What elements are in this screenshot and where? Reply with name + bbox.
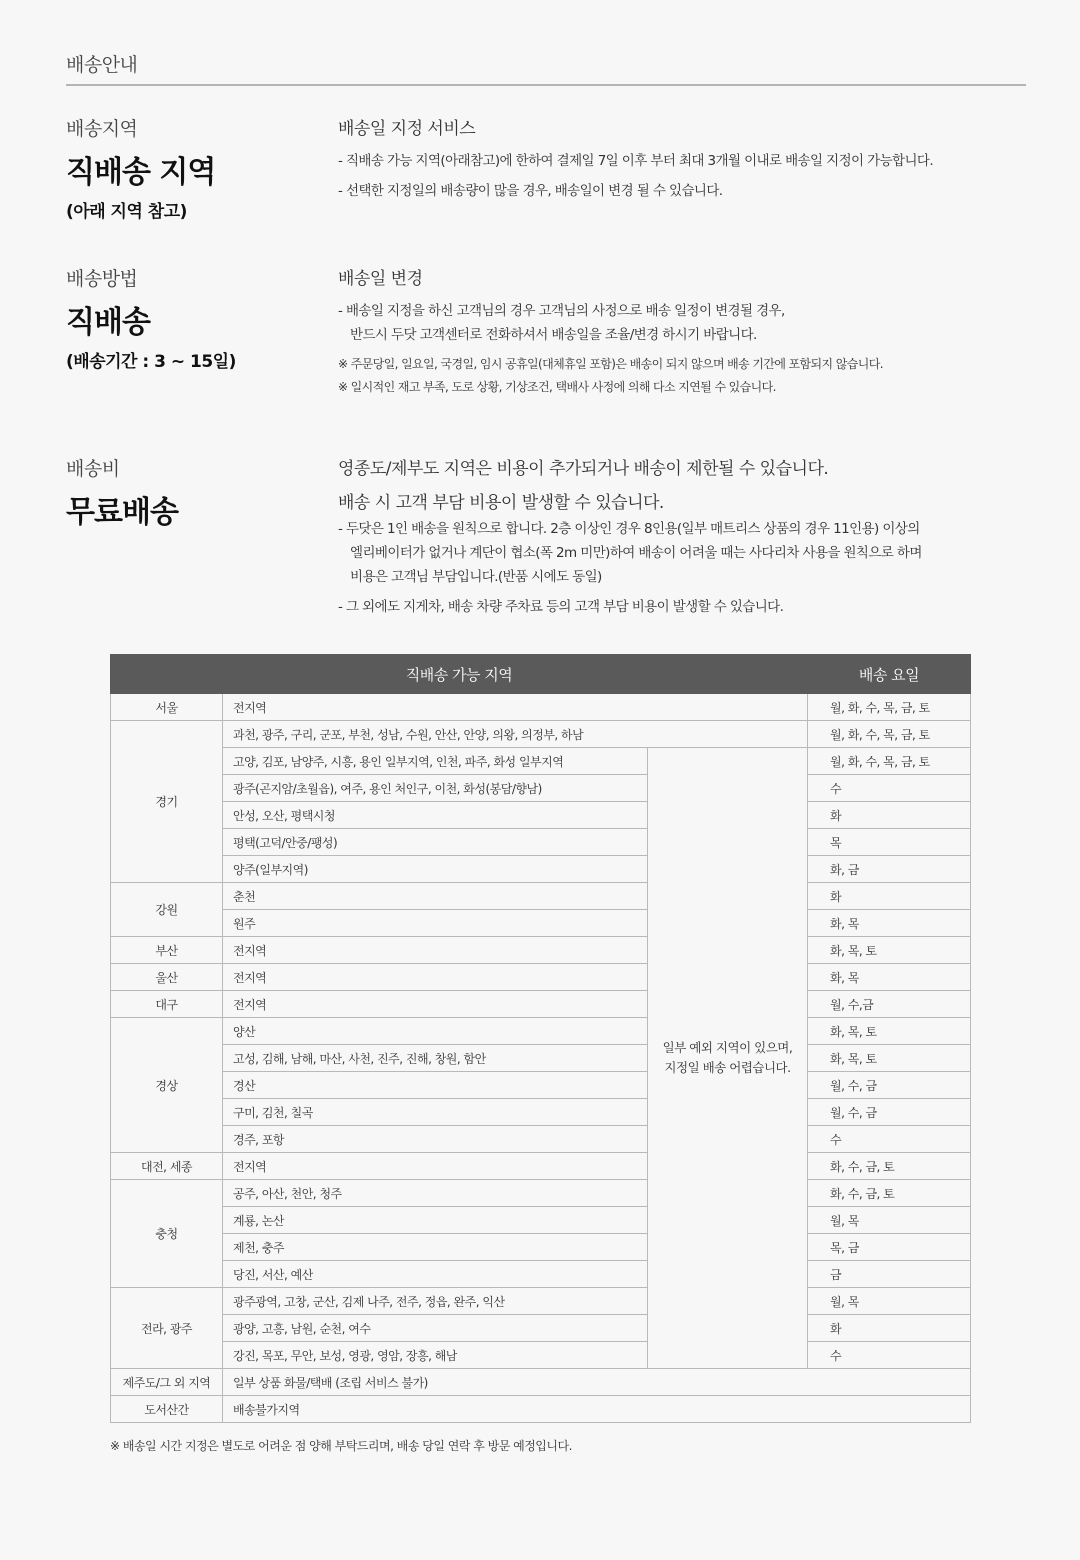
area-cell: 과천, 광주, 구리, 군포, 부천, 성남, 수원, 안산, 안양, 의왕, 의정부, 하남	[223, 721, 808, 748]
fee-line-2: 엘리베이터가 없거나 계단이 협소(폭 2m 미만)하여 배송이 어려울 때는 사다리차 사용을 원칙으로 하며	[350, 545, 922, 561]
days-cell: 화, 목	[808, 910, 971, 937]
area-cell: 춘천	[223, 883, 648, 910]
area-cell: 광양, 고흥, 남원, 순천, 여수	[223, 1315, 648, 1342]
method-title: 직배송	[66, 305, 150, 340]
region-cell: 도서산간	[111, 1396, 223, 1423]
fee-line-1: - 두닷은 1인 배송을 원칙으로 합니다. 2층 이상인 경우 8인용(일부 매트리스 상품의 경우 11인용) 이상의	[338, 521, 920, 537]
region-cell: 서울	[111, 694, 223, 721]
area-cell: 원주	[223, 910, 648, 937]
area-cell: 안성, 오산, 평택시청	[223, 802, 648, 829]
method-note-1: ※ 주문당일, 일요일, 국경일, 임시 공휴일(대체휴일 포함)은 배송이 되지 않으며 배송 기간에 포함되지 않습니다.	[338, 357, 883, 371]
area-cell: 경산	[223, 1072, 648, 1099]
days-cell: 화, 수, 금, 토	[808, 1153, 971, 1180]
area-left	[66, 114, 326, 222]
exception-note-line-1: 일부 예외 지역이 있으며,	[662, 1040, 793, 1055]
days-cell: 수	[808, 1342, 971, 1369]
delivery-zone-table	[110, 654, 971, 1423]
fee-line-4: - 그 외에도 지게차, 배송 차량 주차료 등의 고객 부담 비용이 발생할 수 있습니다.	[338, 599, 784, 615]
days-cell: 화	[808, 883, 971, 910]
days-cell: 화, 목	[808, 964, 971, 991]
header-days: 배송 요일	[808, 655, 971, 694]
table-row	[111, 964, 971, 991]
area-cell: 제천, 충주	[223, 1234, 648, 1261]
table-row	[111, 748, 971, 775]
table-row	[111, 937, 971, 964]
footer-note: ※ 배송일 시간 지정은 별도로 어려운 점 양해 부탁드리며, 배송 당일 연락 후 방문 예정입니다.	[110, 1439, 572, 1453]
fee-right	[338, 454, 1028, 619]
table-header-row	[111, 655, 971, 694]
region-cell: 경상	[111, 1018, 223, 1153]
method-note-2: ※ 일시적인 재고 부족, 도로 상황, 기상조건, 택배사 사정에 의해 다소 지연될 수 있습니다.	[338, 380, 776, 394]
table-row	[111, 856, 971, 883]
days-cell: 화	[808, 1315, 971, 1342]
days-cell: 월, 화, 수, 목, 금, 토	[808, 748, 971, 775]
days-cell: 월, 수,금	[808, 991, 971, 1018]
area-cell: 고성, 김해, 남해, 마산, 사천, 진주, 진해, 창원, 함안	[223, 1045, 648, 1072]
days-cell: 목, 금	[808, 1234, 971, 1261]
days-cell: 화, 금	[808, 856, 971, 883]
area-cell: 광주광역, 고창, 군산, 김제 나주, 전주, 정읍, 완주, 익산	[223, 1288, 648, 1315]
method-left	[66, 264, 326, 372]
fee-head-2: 배송 시 고객 부담 비용이 발생할 수 있습니다.	[338, 493, 664, 513]
area-cell: 양주(일부지역)	[223, 856, 648, 883]
table-row	[111, 1045, 971, 1072]
table-row	[111, 910, 971, 937]
area-right-head: 배송일 지정 서비스	[338, 119, 476, 139]
area-right	[338, 114, 1028, 203]
method-line-2: 반드시 두닷 고객센터로 전화하셔서 배송일을 조율/변경 하시기 바랍니다.	[350, 327, 757, 343]
area-cell: 전지역	[223, 991, 648, 1018]
region-cell: 부산	[111, 937, 223, 964]
days-cell: 금	[808, 1261, 971, 1288]
area-cell: 전지역	[223, 694, 808, 721]
area-cell: 배송불가지역	[223, 1396, 971, 1423]
area-cell: 전지역	[223, 964, 648, 991]
days-cell: 월, 화, 수, 목, 금, 토	[808, 721, 971, 748]
table-row	[111, 1180, 971, 1207]
table-row	[111, 1396, 971, 1423]
area-cell: 고양, 김포, 남양주, 시흥, 용인 일부지역, 인천, 파주, 화성 일부지역	[223, 748, 648, 775]
fee-line-3: 비용은 고객님 부담입니다.(반품 시에도 동일)	[350, 569, 602, 585]
exception-note-line-2: 지정일 배송 어렵습니다.	[664, 1060, 791, 1075]
area-line-2: - 선택한 지정일의 배송량이 많을 경우, 배송일이 변경 될 수 있습니다.	[338, 183, 723, 199]
method-right	[338, 264, 1028, 399]
table-row	[111, 1342, 971, 1369]
table-row	[111, 775, 971, 802]
table-row	[111, 1261, 971, 1288]
region-cell: 대전, 세종	[111, 1153, 223, 1180]
days-cell: 수	[808, 1126, 971, 1153]
method-sub: (배송기간 : 3 ~ 15일)	[66, 352, 236, 372]
days-cell: 화, 목, 토	[808, 1045, 971, 1072]
region-cell: 충청	[111, 1180, 223, 1288]
area-cell: 계룡, 논산	[223, 1207, 648, 1234]
table-row	[111, 721, 971, 748]
table-row	[111, 1072, 971, 1099]
table-row	[111, 694, 971, 721]
region-cell: 전라, 광주	[111, 1288, 223, 1369]
area-cell: 전지역	[223, 937, 648, 964]
table-row	[111, 1099, 971, 1126]
days-cell: 화, 수, 금, 토	[808, 1180, 971, 1207]
days-cell: 월, 목	[808, 1288, 971, 1315]
table-row	[111, 1126, 971, 1153]
area-label: 배송지역	[66, 118, 138, 140]
days-cell: 화, 목, 토	[808, 937, 971, 964]
area-cell: 강진, 목포, 무안, 보성, 영광, 영암, 장흥, 해남	[223, 1342, 648, 1369]
table-row	[111, 1288, 971, 1315]
method-label: 배송방법	[66, 268, 138, 290]
header-area: 직배송 가능 지역	[111, 655, 808, 694]
fee-head-1: 영종도/제부도 지역은 비용이 추가되거나 배송이 제한될 수 있습니다.	[338, 459, 829, 479]
region-cell: 강원	[111, 883, 223, 937]
days-cell: 월, 수, 금	[808, 1072, 971, 1099]
table-row	[111, 883, 971, 910]
method-line-1: - 배송일 지정을 하신 고객님의 경우 고객님의 사정으로 배송 일정이 변경될 경우,	[338, 303, 785, 319]
area-cell: 경주, 포항	[223, 1126, 648, 1153]
days-cell: 월, 목	[808, 1207, 971, 1234]
method-right-head: 배송일 변경	[338, 269, 423, 289]
page-title: 배송안내	[66, 54, 138, 76]
table-row	[111, 1234, 971, 1261]
area-title: 직배송 지역	[66, 155, 216, 190]
area-cell: 공주, 아산, 천안, 청주	[223, 1180, 648, 1207]
area-cell: 구미, 김천, 칠곡	[223, 1099, 648, 1126]
table-row	[111, 802, 971, 829]
area-sub: (아래 지역 참고)	[66, 202, 187, 222]
table-row	[111, 991, 971, 1018]
area-cell: 광주(곤지암/초월읍), 여주, 용인 처인구, 이천, 화성(봉담/향남)	[223, 775, 648, 802]
days-cell: 수	[808, 775, 971, 802]
region-cell: 대구	[111, 991, 223, 1018]
title-divider	[66, 84, 1026, 86]
days-cell: 월, 화, 수, 목, 금, 토	[808, 694, 971, 721]
days-cell: 월, 수, 금	[808, 1099, 971, 1126]
fee-title: 무료배송	[66, 495, 178, 530]
area-cell: 양산	[223, 1018, 648, 1045]
area-cell: 전지역	[223, 1153, 648, 1180]
region-cell: 경기	[111, 721, 223, 883]
exception-note-cell	[648, 748, 808, 1369]
area-cell: 일부 상품 화물/택배 (조립 서비스 불가)	[223, 1369, 971, 1396]
area-line-1: - 직배송 가능 지역(아래참고)에 한하여 결제일 7일 이후 부터 최대 3개월 이내로 배송일 지정이 가능합니다.	[338, 153, 934, 169]
area-cell: 평택(고덕/안중/팽성)	[223, 829, 648, 856]
table-row	[111, 1369, 971, 1396]
fee-left	[66, 454, 326, 531]
table-row	[111, 1018, 971, 1045]
table-row	[111, 1207, 971, 1234]
days-cell: 화, 목, 토	[808, 1018, 971, 1045]
table-row	[111, 829, 971, 856]
days-cell: 화	[808, 802, 971, 829]
region-cell: 제주도/그 외 지역	[111, 1369, 223, 1396]
days-cell: 목	[808, 829, 971, 856]
region-cell: 울산	[111, 964, 223, 991]
area-cell: 당진, 서산, 예산	[223, 1261, 648, 1288]
table-row	[111, 1315, 971, 1342]
table-row	[111, 1153, 971, 1180]
fee-label: 배송비	[66, 458, 120, 480]
